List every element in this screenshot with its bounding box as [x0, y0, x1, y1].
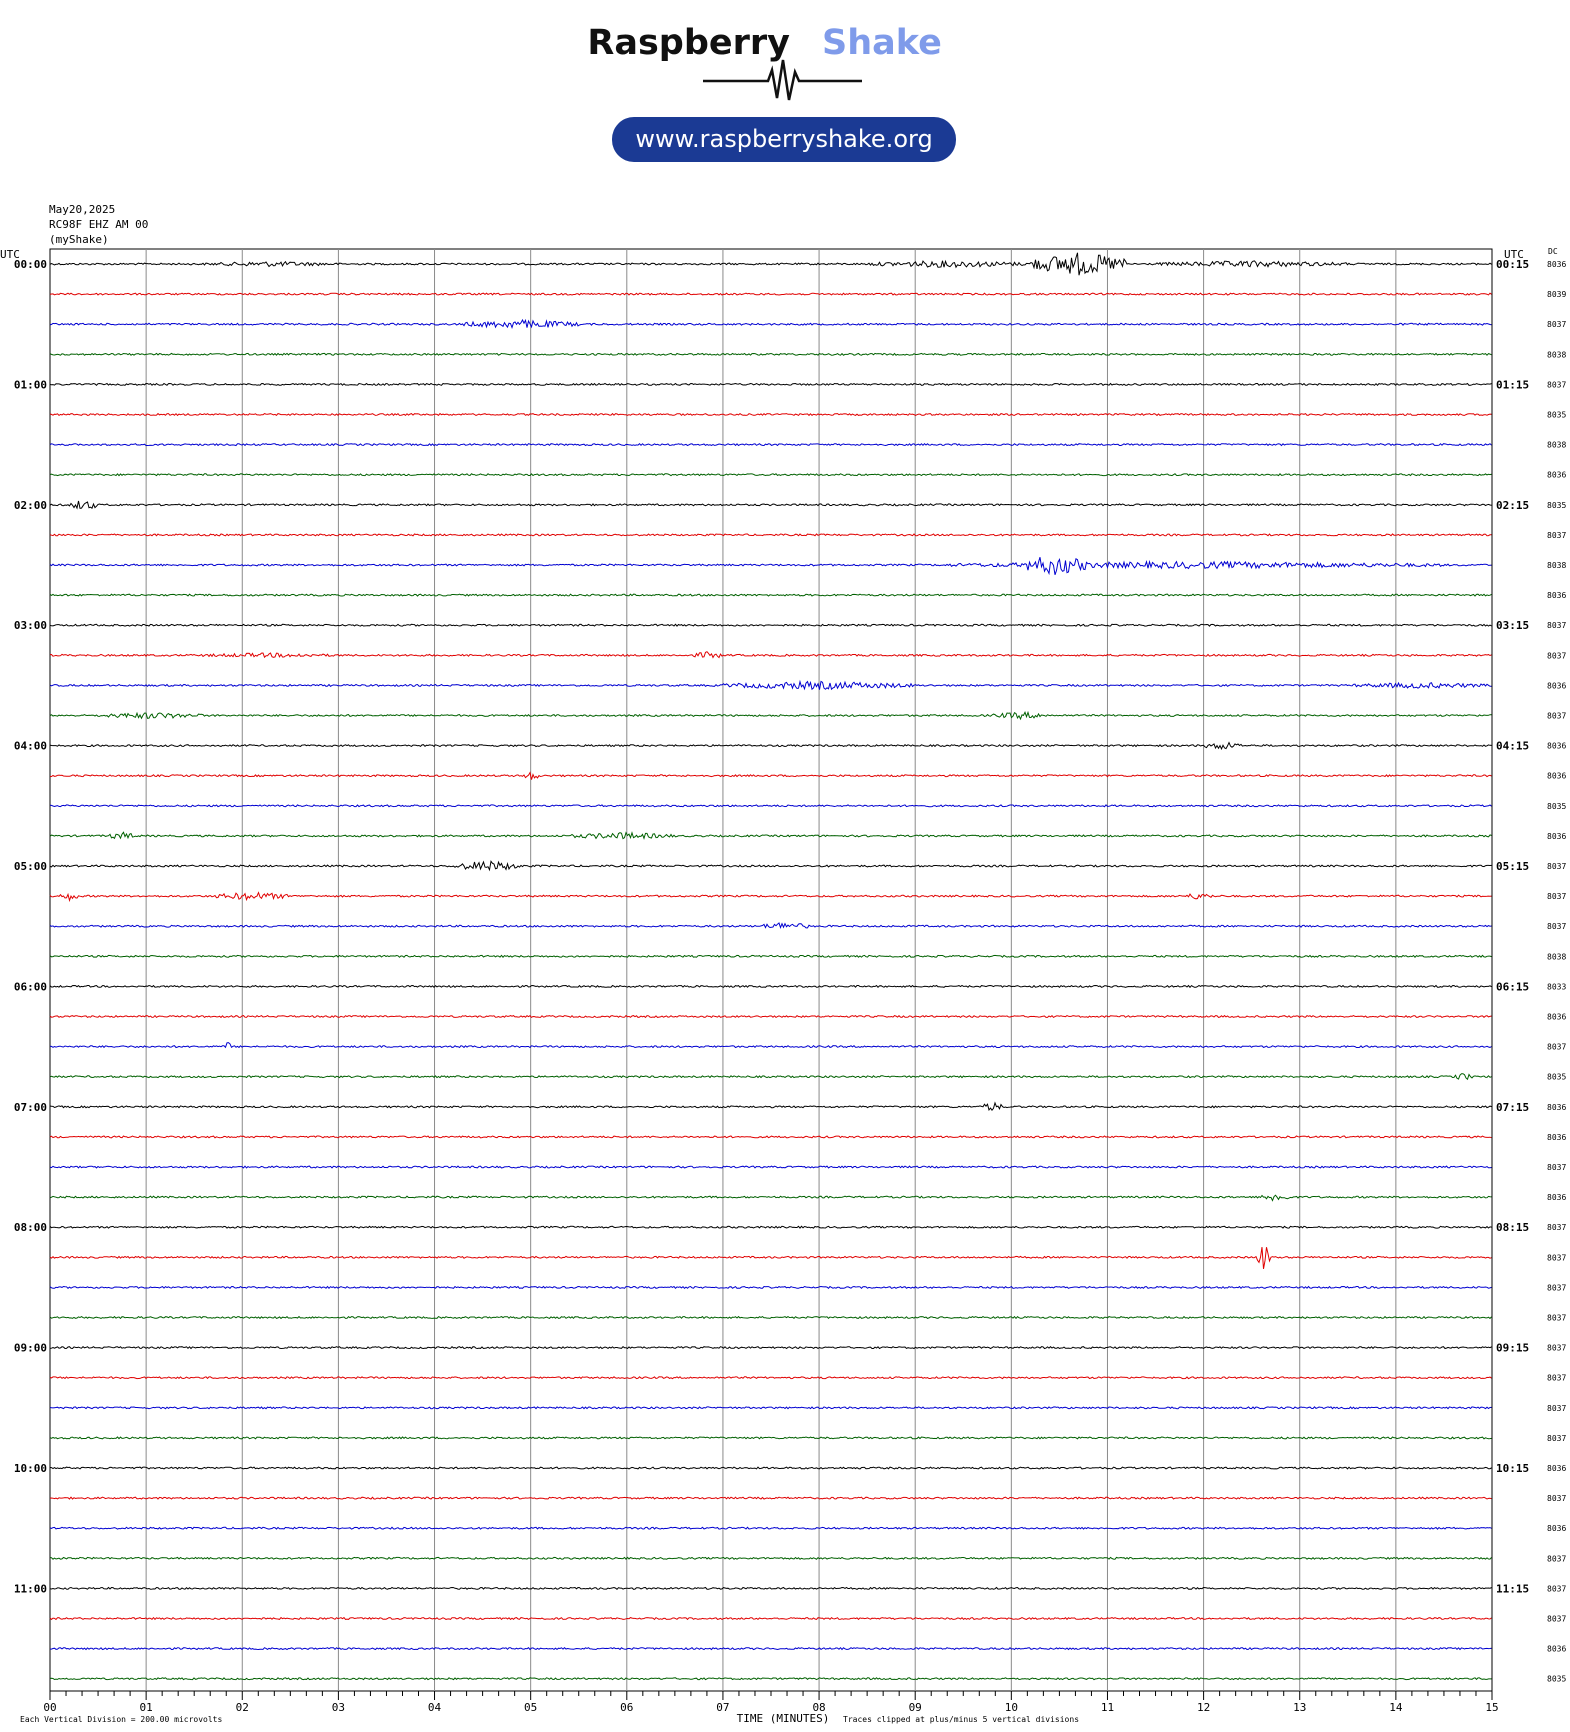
dc-offset-value: 8036 — [1547, 591, 1567, 601]
dc-offset-value: 8037 — [1547, 1614, 1567, 1624]
hour-label-left: 11:00 — [13, 1582, 47, 1596]
dc-offset-value: 8035 — [1547, 410, 1567, 420]
dc-offset-value: 8037 — [1547, 711, 1567, 721]
time-label-right: 04:15 — [1496, 739, 1530, 753]
dc-offset-value: 8037 — [1547, 1343, 1567, 1353]
record-date: May20,2025 — [49, 203, 116, 216]
trace-row — [50, 832, 1492, 838]
trace-row — [50, 624, 1492, 626]
hour-label-left: 02:00 — [13, 498, 47, 512]
trace-row — [50, 1247, 1492, 1269]
time-label-right: 06:15 — [1496, 980, 1530, 994]
trace-row — [50, 1043, 1492, 1048]
dc-offset-value: 8036 — [1547, 1102, 1567, 1112]
time-label-group — [14, 258, 1567, 1684]
time-label-right: 08:15 — [1496, 1221, 1530, 1235]
trace-row — [50, 1347, 1492, 1349]
hour-label-left: 08:00 — [13, 1221, 47, 1235]
trace-row — [50, 1527, 1492, 1529]
hour-label-left: 01:00 — [13, 378, 47, 392]
trace-row — [50, 861, 1492, 870]
trace-row — [50, 1166, 1492, 1168]
trace-row — [50, 414, 1492, 416]
x-tick-label: 09 — [908, 1701, 922, 1714]
dc-offset-value: 8037 — [1547, 892, 1567, 902]
trace-row — [50, 986, 1492, 988]
hour-label-left: 09:00 — [13, 1341, 47, 1355]
brand-name-raspberry: Raspberry — [587, 23, 790, 63]
x-tick-label: 05 — [524, 1701, 538, 1714]
station-info — [49, 203, 148, 246]
dc-offset-value: 8036 — [1547, 1524, 1567, 1534]
trace-row — [50, 594, 1492, 596]
dc-offset-value: 8036 — [1547, 260, 1567, 269]
channel-id: RC98F EHZ AM 00 — [49, 218, 149, 231]
time-label-right: 03:15 — [1496, 619, 1530, 633]
trace-row — [50, 1136, 1492, 1138]
dc-offset-value: 8035 — [1547, 801, 1567, 811]
trace-row — [50, 1557, 1492, 1559]
trace-row — [50, 444, 1492, 446]
dc-offset-value: 8037 — [1547, 1313, 1567, 1323]
trace-row — [50, 712, 1492, 719]
dc-offset-value: 8036 — [1547, 1012, 1567, 1022]
dc-offset-value: 8037 — [1547, 1163, 1567, 1172]
x-tick-label: 01 — [139, 1701, 153, 1714]
trace-row — [50, 1377, 1492, 1379]
trace-row — [50, 1103, 1492, 1110]
dc-offset-value: 8037 — [1547, 1494, 1567, 1504]
hour-label-left: 05:00 — [13, 860, 47, 873]
x-tick-label: 04 — [427, 1701, 442, 1714]
x-tick-label: 08 — [812, 1701, 826, 1714]
dc-offset-value: 8037 — [1547, 320, 1567, 330]
dc-offset-value: 8038 — [1547, 952, 1567, 962]
trace-row — [50, 652, 1492, 658]
right-utc-label: UTC — [1504, 248, 1524, 261]
trace-row — [50, 1678, 1492, 1680]
seismic-wave-logo-icon — [703, 60, 862, 100]
dc-header-label: DC — [1548, 247, 1558, 256]
dc-offset-value: 8039 — [1547, 290, 1567, 300]
hour-label-left: 10:00 — [13, 1462, 47, 1475]
dc-offset-value: 8033 — [1547, 982, 1567, 992]
trace-row — [50, 1588, 1492, 1590]
trace-row — [50, 1226, 1492, 1228]
dc-offset-value: 8036 — [1547, 1644, 1567, 1654]
dc-offset-value: 8037 — [1547, 651, 1567, 661]
trace-row — [50, 353, 1492, 355]
time-label-right: 07:15 — [1496, 1100, 1530, 1114]
dc-offset-value: 8036 — [1547, 1464, 1567, 1473]
hour-label-left: 00:00 — [13, 258, 47, 271]
dc-offset-value: 8037 — [1547, 1373, 1567, 1383]
dc-offset-value: 8037 — [1547, 1223, 1567, 1233]
dc-offset-value: 8037 — [1547, 1403, 1567, 1413]
network-name: (myShake) — [49, 233, 109, 246]
trace-row — [50, 1407, 1492, 1409]
x-tick-label: 07 — [716, 1701, 730, 1714]
x-tick-label: 14 — [1389, 1701, 1403, 1714]
footer-clip-note: Traces clipped at plus/minus 5 vertical divisions — [843, 1715, 1080, 1724]
dc-offset-value: 8037 — [1547, 530, 1567, 540]
x-tick-label: 00 — [43, 1701, 57, 1714]
trace-row — [50, 681, 1492, 689]
dc-offset-value: 8036 — [1547, 771, 1567, 781]
trace-row — [50, 1074, 1492, 1080]
time-label-right: 11:15 — [1496, 1582, 1530, 1596]
trace-row — [50, 955, 1492, 957]
website-url[interactable]: www.raspberryshake.org — [635, 125, 933, 153]
dc-offset-value: 8036 — [1547, 741, 1567, 751]
dc-offset-value: 8037 — [1547, 1433, 1567, 1443]
dc-offset-value: 8037 — [1547, 922, 1567, 932]
brand-name-shake: Shake — [822, 23, 942, 63]
x-tick-label: 13 — [1293, 1701, 1307, 1714]
trace-row — [50, 805, 1492, 807]
dc-offset-value: 8036 — [1547, 1132, 1567, 1142]
trace-row — [50, 1648, 1492, 1650]
footer-scale-note: Each Vertical Division = 200.00 microvolts — [20, 1715, 223, 1724]
hour-label-left: 03:00 — [13, 619, 47, 633]
dc-offset-value: 8037 — [1547, 1253, 1567, 1263]
trace-row — [50, 1497, 1492, 1499]
x-tick-label: 11 — [1100, 1701, 1115, 1714]
trace-row — [50, 1195, 1492, 1200]
dc-offset-value: 8037 — [1547, 621, 1567, 631]
dc-offset-value: 8038 — [1547, 561, 1567, 570]
trace-row — [50, 474, 1492, 476]
left-utc-label: UTC — [0, 248, 20, 261]
time-label-right: 02:15 — [1496, 498, 1530, 512]
dc-offset-value: 8037 — [1547, 1283, 1567, 1293]
trace-row — [50, 1437, 1492, 1439]
trace-row — [50, 534, 1492, 536]
trace-row — [50, 501, 1492, 508]
dc-offset-value: 8037 — [1547, 380, 1567, 390]
brand-logo — [587, 23, 956, 162]
x-tick-label: 02 — [235, 1701, 249, 1714]
trace-row — [50, 557, 1492, 575]
trace-row — [50, 923, 1492, 928]
dc-offset-value: 8036 — [1547, 1193, 1567, 1203]
dc-offset-value: 8036 — [1547, 470, 1567, 480]
time-label-right: 05:15 — [1496, 860, 1530, 873]
hour-label-left: 06:00 — [13, 980, 47, 994]
dc-offset-value: 8036 — [1547, 831, 1567, 841]
hour-label-left: 07:00 — [13, 1100, 47, 1114]
trace-row — [50, 893, 1492, 901]
trace-row — [50, 773, 1492, 780]
plot-frame — [50, 249, 1492, 1691]
dc-offset-value: 8038 — [1547, 440, 1567, 450]
dc-offset-value: 8035 — [1547, 1674, 1567, 1684]
trace-row — [50, 320, 1492, 328]
trace-row — [50, 384, 1492, 386]
dc-offset-value: 8035 — [1547, 1072, 1567, 1082]
x-axis-title: TIME (MINUTES) — [736, 1712, 830, 1725]
time-label-right: 00:15 — [1496, 258, 1530, 271]
x-tick-label: 06 — [620, 1701, 634, 1714]
dc-offset-value: 8037 — [1547, 1042, 1567, 1052]
dc-offset-value: 8036 — [1547, 681, 1567, 691]
trace-group — [50, 253, 1492, 1680]
x-tick-label: 03 — [331, 1701, 346, 1714]
dc-offset-value: 8037 — [1547, 1554, 1567, 1564]
x-tick-label: 15 — [1485, 1701, 1499, 1714]
dc-offset-value: 8037 — [1547, 862, 1567, 871]
dc-offset-value: 8037 — [1547, 1584, 1567, 1594]
dc-offset-value: 8035 — [1547, 500, 1567, 510]
x-tick-label: 10 — [1004, 1701, 1018, 1714]
x-tick-label: 12 — [1196, 1701, 1211, 1714]
trace-row — [50, 293, 1492, 295]
time-label-right: 10:15 — [1496, 1462, 1530, 1475]
trace-row — [50, 1618, 1492, 1620]
minute-grid — [146, 249, 1396, 1691]
time-label-right: 01:15 — [1496, 378, 1530, 392]
dc-offset-value: 8038 — [1547, 350, 1567, 360]
x-axis-ticks — [43, 1691, 1498, 1714]
hour-label-left: 04:00 — [13, 739, 47, 753]
time-label-right: 09:15 — [1496, 1341, 1530, 1355]
trace-row — [50, 1317, 1492, 1319]
trace-row — [50, 1016, 1492, 1018]
trace-row — [50, 1287, 1492, 1289]
trace-row — [50, 743, 1492, 749]
trace-row — [50, 1467, 1492, 1469]
trace-row — [50, 253, 1492, 275]
